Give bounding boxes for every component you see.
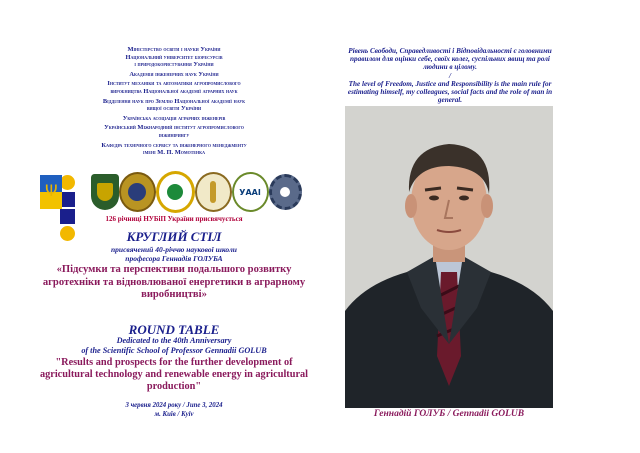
logo-row [40,172,302,212]
topic-en: "Results and prospects for the further development of agricultural technology and renewable energy in agricultural production" [39,357,309,393]
institution-line: Інститут механіки та автоматики агропромислового [107,80,241,88]
anniversary-line: 126 річниці НУБіП України присвячується [105,215,243,223]
gear-emblem-icon [269,174,302,210]
nubip-logo-icon [60,175,91,209]
round-table-title-en: ROUND TABLE [128,322,220,337]
university-seal-icon [119,172,156,212]
institution-line: Кафедра технічного сервісу та інженерного менеджменту [101,141,247,149]
motto-quote [345,47,555,104]
trident-flag-icon: Ψ [40,175,60,209]
institution-line: Український Міжнародний інститут агропромислового [104,124,244,132]
topic-uk: «Підсумки та перспективи подальшого розвитку агротехніки та відновлюваної енергетики в аграрному виробництві» [42,264,306,301]
institution-line: Національний університет біоресурсів [125,53,223,61]
event-date: 3 червня 2024 року / June 3, 2024 [125,402,223,409]
dedication-en-1: Dedicated to the 40th Anniversary [116,336,232,345]
institution-line: виробництва Національної академії аграрних наук [110,87,238,95]
portrait-caption: Геннадій ГОЛУБ / Gennadii GOLUB [373,409,525,419]
institution-line: Українська асоціація аграрних інженерів [122,114,226,122]
academy-shield-icon [91,174,118,210]
dedication-en-2: of the Scientific School of Professor Gennadii GOLUB [81,346,267,355]
motto-uk: Рівень Свободи, Справедливості і Відповідальності є головними правилом для оцінки себе, своїх колег, суспільних явищ та ролі людини в цілому. [348,47,552,72]
portrait-photo [345,106,553,408]
wheat-emblem-icon [195,172,232,212]
motto-en: The level of Freedom, Justice and Responsibility is the main rule for estimating himself, my colleagues, social facts and the role of man in general. [347,79,553,105]
institution-line: Академія інженерних наук України [129,70,219,78]
institution-line: імені М. П. Момотенка [143,149,205,157]
institution-list [28,46,320,157]
dedication-uk-2: професора Геннадія ГОЛУБА [125,254,223,263]
uaai-logo-icon [232,172,269,212]
institution-line: і природокористування України [134,61,214,69]
institute-emblem-icon [156,171,195,213]
institution-line: Відділення наук про Землю Національної академії наук [102,97,246,105]
dedication-uk-1: присвячений 40-річчю наукової школи [111,245,237,254]
portrait-figure [345,106,553,408]
institution-line: інжинірингу [158,131,190,139]
institution-line: Міністерство освіти і науки України [127,46,221,53]
motto-separator: / [449,71,451,80]
event-place: м. Київ / Kyiv [154,411,194,418]
institution-line: вищої освіти України [146,105,202,113]
round-table-title-uk: КРУГЛИЙ СТІЛ [126,229,222,244]
uaai-logo-label: УААІ [239,187,261,197]
